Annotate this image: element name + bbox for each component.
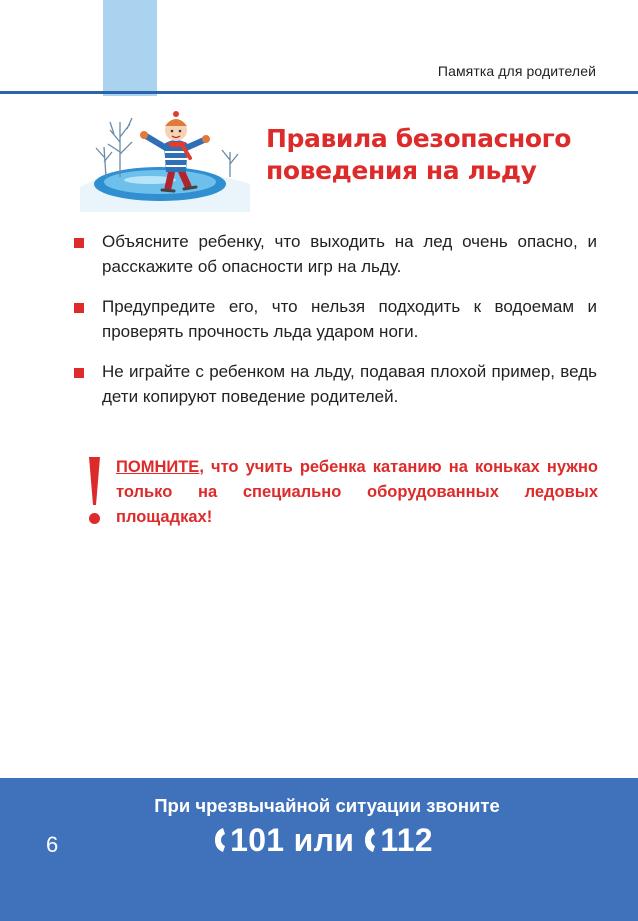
list-item-text: Объясните ребенку, что выходить на лед очень опасно, и расскажите об опасности игр на льду. <box>102 232 597 276</box>
header-decor-strip <box>103 0 157 96</box>
phone-separator: или <box>293 822 355 858</box>
page-title-line1: Правила безопасного <box>266 124 572 153</box>
warning-body: , что учить ребенка катанию на коньках нужно только на специально оборудованных ледовых площадках! <box>116 458 598 526</box>
list-item-text: Не играйте с ребенком на льду, подавая плохой пример, ведь дети копируют поведение родителей. <box>102 362 597 406</box>
phone-number-101: 101 <box>230 822 285 858</box>
warning-note <box>86 455 598 530</box>
page-title <box>266 123 606 187</box>
page-number: 6 <box>46 832 59 857</box>
phone-handset-icon <box>213 827 227 853</box>
emergency-phones <box>0 822 638 859</box>
warning-text <box>116 455 598 530</box>
child-skating-on-ice-icon <box>80 92 250 212</box>
list-item <box>74 294 597 344</box>
list-item <box>74 359 597 409</box>
header-label: Памятка для родителей <box>437 63 596 79</box>
phone-number-112: 112 <box>380 822 433 858</box>
list-item-text: Предупредите его, что нельзя подходить к водоемам и проверять прочность льда ударом ноги. <box>102 297 597 341</box>
list-item <box>74 229 597 279</box>
warning-emphasis: ПОМНИТЕ <box>116 458 200 476</box>
emergency-caption: При чрезвычайной ситуации звоните <box>154 795 500 816</box>
square-bullet-icon <box>74 238 84 248</box>
square-bullet-icon <box>74 303 84 313</box>
square-bullet-icon <box>74 368 84 378</box>
exclamation-dot-icon <box>89 513 100 524</box>
emergency-footer <box>0 778 638 921</box>
exclamation-icon <box>88 457 101 505</box>
phone-handset-icon <box>363 827 377 853</box>
rules-list <box>74 229 597 424</box>
page-title-line2: поведения на льду <box>266 156 537 185</box>
